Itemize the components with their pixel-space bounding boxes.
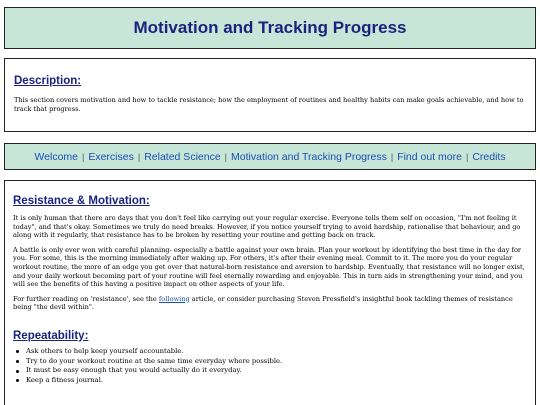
- page-title: Motivation and Tracking Progress: [133, 18, 407, 37]
- resistance-paragraph-3: [13, 295, 527, 312]
- repeatability-heading: Repeatability:: [13, 329, 89, 342]
- description-heading: Description:: [14, 75, 82, 87]
- further-reading-text-end: article, or consider purchasing Steven Pressfield's insightful book tackling themes of resistance being "the devil within".: [13, 294, 513, 312]
- nav-separator: |: [465, 151, 469, 162]
- repeatability-list: [13, 347, 527, 385]
- list-item: It must be easy enough that you would actually do it everyday.: [13, 366, 527, 376]
- nav-separator: |: [137, 151, 141, 162]
- nav-link-find-out-more[interactable]: Find out more: [397, 150, 462, 163]
- nav-link-welcome[interactable]: Welcome: [34, 150, 78, 163]
- following-article-link[interactable]: following: [158, 294, 190, 303]
- page-banner: [4, 7, 536, 49]
- description-box: [4, 58, 536, 132]
- nav-bar: [4, 143, 536, 170]
- description-text: This section covers motivation and how to tackle resistance; how the employment of routines and healthy habits can make goals achievable, and how to track that progress.: [14, 96, 524, 113]
- list-item: Try to do your workout routine at the same time everyday where possible.: [13, 357, 527, 367]
- nav-separator: |: [390, 151, 394, 162]
- nav-separator: |: [224, 151, 228, 162]
- nav-link-motivation[interactable]: Motivation and Tracking Progress: [231, 150, 387, 163]
- nav-link-exercises[interactable]: Exercises: [88, 150, 134, 163]
- list-item: Ask others to help keep yourself accountable.: [13, 347, 527, 357]
- nav-link-credits[interactable]: Credits: [472, 150, 506, 163]
- main-content[interactable]: [4, 180, 536, 405]
- resistance-paragraph-1: It is only human that there are days that you don't feel like carrying out your regular exercise. Everyone tells them self on occasion, "I'm not feeling it today", and that's okay. Sometimes we truly do need breaks. However, if you notice yourself trying to avoid hardship, rationalise that behaviour, and go along with it regularly, that resistance has to be broken by resetting your routine and getting back on track.: [13, 214, 521, 240]
- nav-link-related-science[interactable]: Related Science: [144, 150, 221, 163]
- resistance-paragraph-2: A battle is only ever won with careful planning- especially a battle against your own brain. Plan your workout by identifying the best time in the day for you. For some, this is the morning immediately after waking up. For others, it's after their evening meal. Commit to it. The more you do your regular workout routine, the more of an edge you get over that natural-born resistance and aversion to hardship. Eventually, that resistance will no longer exist, and your daily workout becoming part of your routine will feel eternally rewarding and enjoyable. This in turn aids in strengthening your mind, and you will see the benefits of this having a positive impact on other aspects of your life.: [13, 245, 525, 289]
- nav-separator: |: [82, 151, 85, 162]
- resistance-heading: Resistance & Motivation:: [13, 195, 150, 207]
- further-reading-text: For further reading on 'resistance', see the: [13, 294, 159, 303]
- list-item: Keep a fitness journal.: [13, 376, 527, 386]
